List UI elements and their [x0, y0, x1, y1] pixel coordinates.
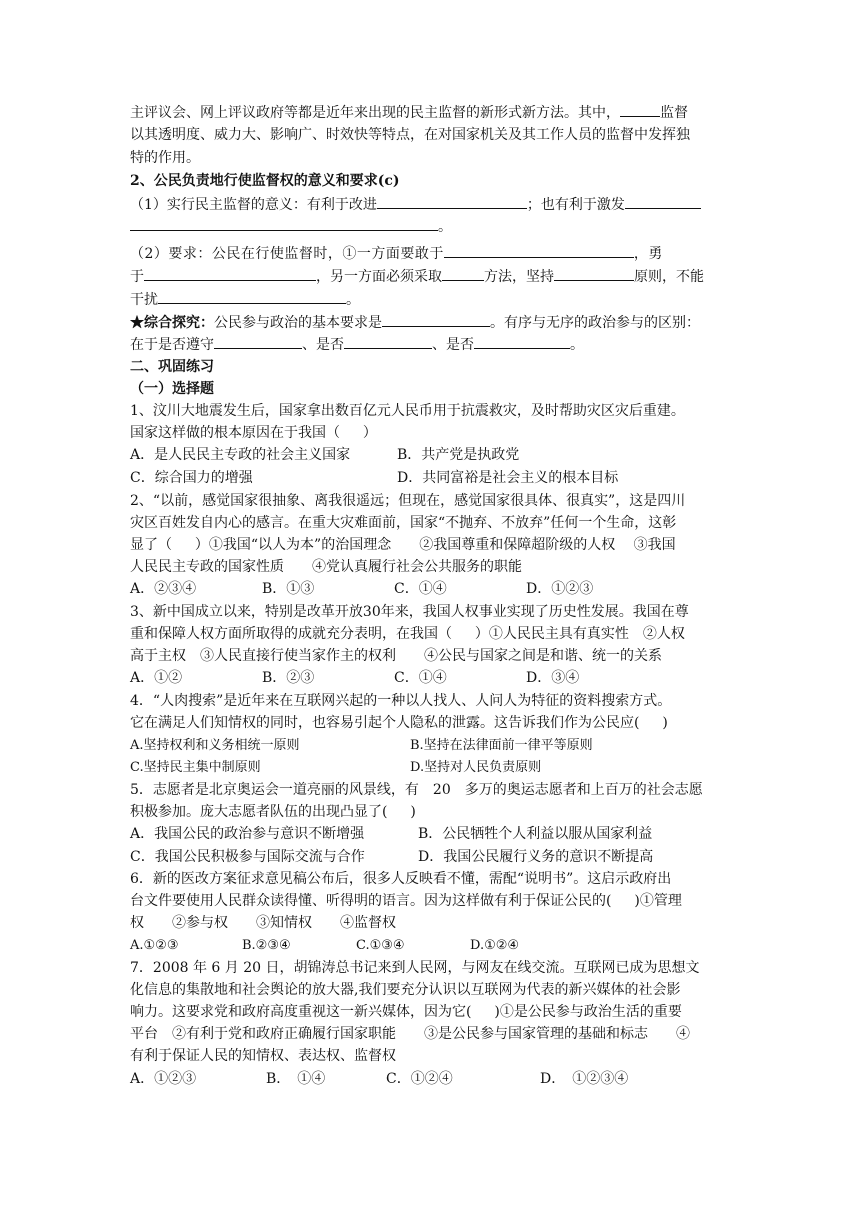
option-b[interactable]: B．①③: [262, 581, 315, 597]
option-c[interactable]: C.①③④: [356, 938, 405, 953]
option-b[interactable]: B.坚持在法律面前一律平等原则: [410, 738, 593, 753]
explore-text: 、是否: [302, 337, 344, 353]
requirement-text: ，勇: [633, 246, 663, 262]
intro-line-2: 以其透明度、威力大、影响广、时效快等特点，在对国家机关及其工作人员的监督中发挥独: [130, 127, 690, 143]
option-c[interactable]: C．我国公民积极参与国际交流与合作: [130, 849, 365, 865]
option-d[interactable]: D．①②③: [526, 581, 594, 597]
answer-blank[interactable]: [474, 333, 570, 349]
question-5-line: 积极参加。庞大志愿者队伍的出现凸显了( ): [130, 804, 416, 820]
question-3-line: 重和保障人权方面所取得的成就充分表明，在我国（ ）①人民民主具有真实性 ②人权: [130, 626, 685, 642]
answer-blank[interactable]: [144, 265, 316, 281]
option-d[interactable]: D． ①②③④: [540, 1071, 629, 1087]
option-b[interactable]: B． ①④: [266, 1071, 326, 1087]
intro-text: 监督: [660, 105, 688, 121]
explore-text: 、是否: [432, 337, 474, 353]
meaning-line: [130, 193, 701, 215]
intro-line-3: 特的作用。: [130, 150, 200, 166]
option-d[interactable]: D．共同富裕是社会主义的根本目标: [397, 470, 619, 486]
question-2-line: 2、“以前，感觉国家很抽象、离我很遥远；但现在，感觉国家很具体、很真实”，这是四川: [130, 493, 686, 509]
question-2-line: 灾区百姓发自内心的感言。在重大灾难面前，国家“不抛弃、不放弃”任何一个生命，这彰: [130, 515, 677, 531]
requirement-text: ，另一方面必须采取: [316, 269, 442, 285]
option-d[interactable]: D．我国公民履行义务的意识不断提高: [418, 849, 654, 865]
answer-blank[interactable]: [214, 333, 302, 349]
section-heading: 2、公民负责地行使监督权的意义和要求(c): [130, 173, 400, 189]
intro-line-1: [130, 101, 688, 123]
option-c[interactable]: C.坚持民主集中制原则: [130, 760, 261, 775]
choice-subheading: （一）选择题: [130, 381, 214, 397]
meaning-text: （1）实行民主监督的意义：有利于改进: [130, 197, 377, 213]
meaning-line-2: [130, 215, 452, 237]
answer-blank[interactable]: [344, 333, 432, 349]
option-a[interactable]: A．我国公民的政治参与意识不断增强: [130, 826, 365, 842]
option-a[interactable]: A.①②③: [130, 938, 179, 953]
option-b[interactable]: B.②③④: [242, 938, 291, 953]
answer-blank[interactable]: [442, 265, 484, 281]
question-7-line: 响力。这要求党和政府高度重视这一新兴媒体，因为它( )①是公民参与政治生活的重要: [130, 1004, 682, 1020]
explore-text: 公民参与政治的基本要求是: [214, 315, 382, 331]
question-2-line: 显了（ ）①我国“以人为本”的治国理念 ②我国尊重和保障超阶级的人权 ③我国: [130, 537, 676, 553]
option-d[interactable]: D.坚持对人民负责原则: [410, 760, 542, 775]
question-7-line: 有利于保证人民的知情权、表达权、监督权: [130, 1048, 396, 1064]
answer-blank[interactable]: [554, 265, 634, 281]
intro-text: 主评议会、网上评议政府等都是近年来出现的民主监督的新形式新方法。其中，: [130, 105, 620, 121]
question-7-line: 7．2008 年 6 月 20 日，胡锦涛总书记来到人民网，与网友在线交流。互联网已成为思想文: [130, 960, 700, 976]
explore-text: 。: [570, 337, 584, 353]
answer-blank[interactable]: [620, 101, 660, 117]
question-1-line: 1、汶川大地震发生后，国家拿出数百亿元人民币用于抗震救灾，及时帮助灾区灾后重建。: [130, 403, 685, 419]
question-6-line: 6．新的医改方案征求意见稿公布后，很多人反映看不懂，需配“说明书”。这启示政府出: [130, 871, 672, 887]
answer-blank[interactable]: [444, 242, 634, 258]
explore-label: ★综合探究：: [130, 315, 214, 331]
answer-blank[interactable]: [625, 193, 701, 209]
practice-heading: 二、巩固练习: [130, 359, 214, 375]
option-b[interactable]: B．公民牺牲个人利益以服从国家利益: [418, 826, 653, 842]
requirement-text: 原则，不能: [634, 269, 704, 285]
explore-text: 在于是否遵守: [130, 337, 214, 353]
question-4-line: 它在满足人们知情权的同时，也容易引起个人隐私的泄露。这告诉我们作为公民应( ): [130, 715, 668, 731]
requirement-text: 。: [346, 292, 360, 308]
option-c[interactable]: C．①②④: [386, 1071, 453, 1087]
option-c[interactable]: C．①④: [394, 581, 447, 597]
answer-blank[interactable]: [130, 215, 438, 231]
question-6-line: 台文件要使用人民群众读得懂、听得明的语言。因为这样做有利于保证公民的( )①管理: [130, 893, 682, 909]
requirement-text: 于: [130, 269, 144, 285]
question-1-line: 国家这样做的根本原因在于我国（ ）: [130, 425, 377, 441]
option-d[interactable]: D．③④: [526, 670, 580, 686]
meaning-text: ；也有利于激发: [526, 197, 625, 213]
question-7-line: 平台 ②有利于党和政府正确履行国家职能 ③是公民参与国家管理的基础和标志 ④: [130, 1026, 690, 1042]
answer-blank[interactable]: [382, 311, 490, 327]
question-5-line: 5．志愿者是北京奥运会一道亮丽的风景线，有 20 多万的奥运志愿者和上百万的社会志愿: [130, 782, 703, 798]
explore-line-2: [130, 333, 584, 355]
option-b[interactable]: B．②③: [262, 670, 315, 686]
option-c[interactable]: C．综合国力的增强: [130, 470, 253, 486]
question-4-line: 4．“人肉搜索”是近年来在互联网兴起的一种以人找人、人问人为特征的资料搜索方式。: [130, 693, 672, 709]
answer-blank[interactable]: [377, 193, 527, 209]
requirement-line-1: [130, 242, 663, 264]
requirement-text: （2）要求：公民在行使监督时，①一方面要敢于: [130, 246, 444, 262]
option-a[interactable]: A．是人民民主专政的社会主义国家: [130, 447, 351, 463]
requirement-text: 干扰: [130, 292, 158, 308]
question-6-line: 权 ②参与权 ③知情权 ④监督权: [130, 915, 396, 931]
answer-blank[interactable]: [158, 288, 346, 304]
meaning-text: 。: [438, 219, 452, 235]
option-b[interactable]: B．共产党是执政党: [397, 447, 520, 463]
option-a[interactable]: A．②③④: [130, 581, 197, 597]
question-2-line: 人民民主专政的国家性质 ④党认真履行社会公共服务的职能: [130, 559, 522, 575]
option-a[interactable]: A.坚持权利和义务相统一原则: [130, 738, 300, 753]
requirement-line-2: [130, 265, 704, 287]
option-a[interactable]: A．①②③: [130, 1071, 197, 1087]
requirement-text: 方法，坚持: [484, 269, 554, 285]
explore-text: 。有序与无序的政治参与的区别：: [490, 315, 700, 331]
question-3-line: 高于主权 ③人民直接行使当家作主的权利 ④公民与国家之间是和谐、统一的关系: [130, 648, 662, 664]
option-d[interactable]: D.①②④: [470, 938, 520, 953]
explore-line-1: [130, 311, 700, 333]
option-a[interactable]: A．①②: [130, 670, 183, 686]
question-7-line: 化信息的集散地和社会舆论的放大器,我们要充分认识以互联网为代表的新兴媒体的社会影: [130, 982, 681, 998]
requirement-line-3: [130, 288, 360, 310]
option-c[interactable]: C．①④: [394, 670, 447, 686]
question-3-line: 3、新中国成立以来，特别是改革开放30年来，我国人权事业实现了历史性发展。我国在尊: [130, 604, 689, 620]
